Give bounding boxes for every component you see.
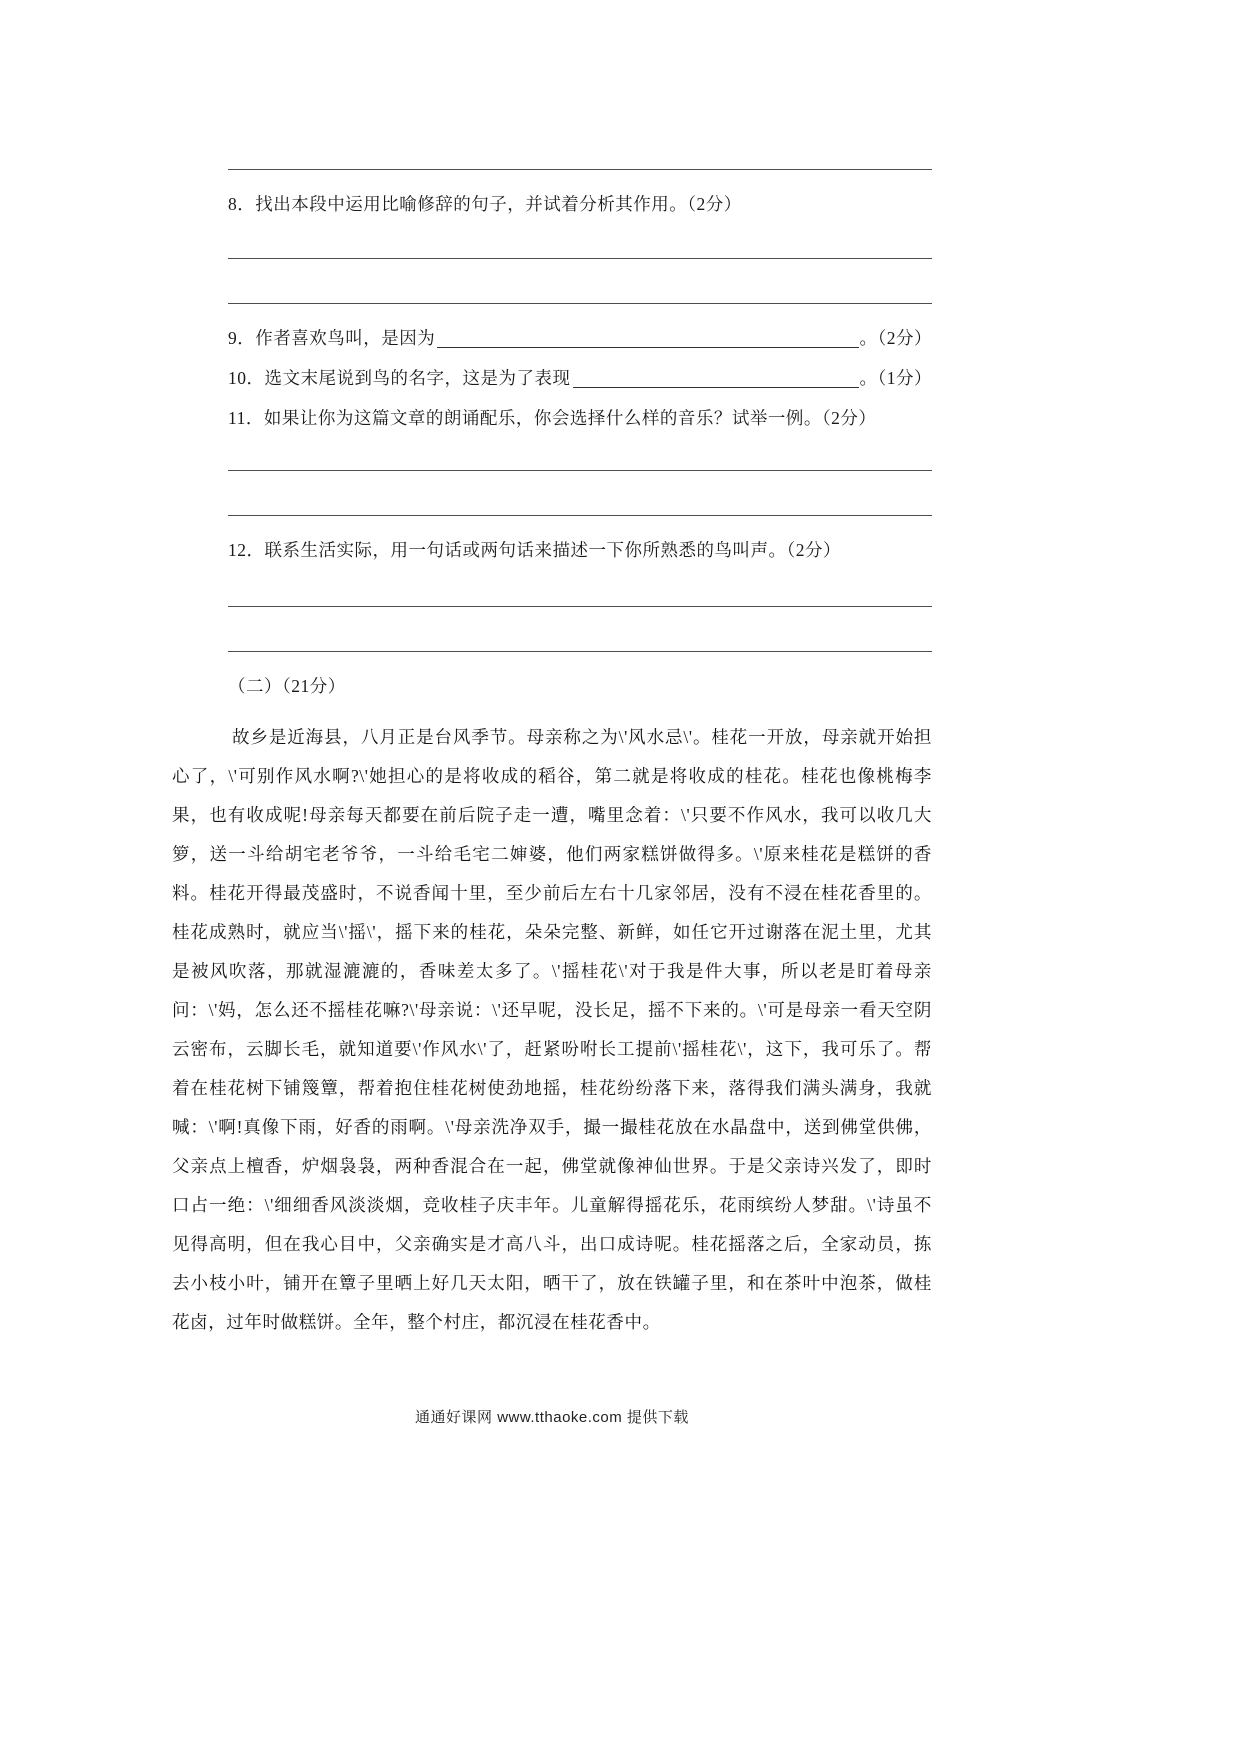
answer-line	[228, 470, 932, 471]
question-section	[228, 169, 932, 698]
reading-passage: 故乡是近海县，八月正是台风季节。母亲称之为\'风水忌\'。桂花一开放，母亲就开始担心了，\'可别作风水啊?\'她担心的是将收成的稻谷，第二就是将收成的桂花。桂花也像桃梅李果，也有收成呢!母亲每天都要在前后院子走一遭，嘴里念着：\'只要不作风水，我可以收几大箩，送一斗给胡宅老爷爷，一斗给毛宅二婶婆，他们两家糕饼做得多。\'原来桂花是糕饼的香料。桂花开得最茂盛时，不说香闻十里，至少前后左右十几家邻居，没有不浸在桂花香里的。桂花成熟时，就应当\'摇\'，摇下来的桂花，朵朵完整、新鲜，如任它开过谢落在泥土里，尤其是被风吹落，那就湿漉漉的，香味差太多了。\'摇桂花\'对于我是件大事，所以老是盯着母亲问：\'妈，怎么还不摇桂花嘛?\'母亲说：\'还早呢，没长足，摇不下来的。\'可是母亲一看天空阴云密布，云脚长毛，就知道要\'作风水\'了，赶紧吩咐长工提前\'摇桂花\'，这下，我可乐了。帮着在桂花树下铺篾簟，帮着抱住桂花树使劲地摇，桂花纷纷落下来，落得我们满头满身，我就喊：\'啊!真像下雨，好香的雨啊。\'母亲洗净双手，撮一撮桂花放在水晶盘中，送到佛堂供佛，父亲点上檀香，炉烟袅袅，两种香混合在一起，佛堂就像神仙世界。于是父亲诗兴发了，即时口占一绝：\'细细香风淡淡烟，竞收桂子庆丰年。儿童解得摇花乐，花雨缤纷人梦甜。\'诗虽不见得高明，但在我心目中，父亲确实是才高八斗，出口成诗呢。桂花摇落之后，全家动员，拣去小枝小叶，铺开在簟子里晒上好几天太阳，晒干了，放在铁罐子里，和在茶叶中泡茶，做桂花卤，过年时做糕饼。全年，整个村庄，都沉浸在桂花香中。	[172, 727, 932, 1332]
content-area	[172, 0, 932, 1427]
question-9-text: 9．作者喜欢鸟叫，是因为	[228, 328, 436, 348]
question-12: 12．联系生活实际，用一句话或两句话来描述一下你所熟悉的鸟叫声。（2分）	[228, 540, 841, 560]
answer-line	[228, 515, 932, 516]
question-10	[228, 366, 932, 390]
answer-line	[228, 169, 932, 170]
answer-line	[228, 606, 932, 607]
question-8: 8．找出本段中运用比喻修辞的句子，并试着分析其作用。（2分）	[228, 194, 742, 214]
answer-line	[228, 258, 932, 259]
question-10-text: 10．选文末尾说到鸟的名字，这是为了表现	[228, 368, 571, 388]
question-10-points: 。（1分）	[859, 368, 932, 388]
answer-line	[228, 651, 932, 652]
answer-line	[228, 303, 932, 304]
question-9-points: 。（2分）	[859, 328, 932, 348]
answer-blank	[573, 369, 859, 388]
question-9	[228, 326, 932, 350]
section-2-heading: （二）（21分）	[228, 676, 346, 696]
page-footer: 通通好课网 www.tthaoke.com 提供下载	[415, 1409, 689, 1426]
question-11: 11．如果让你为这篇文章的朗诵配乐，你会选择什么样的音乐？试举一例。（2分）	[228, 408, 877, 428]
answer-blank	[437, 329, 858, 348]
